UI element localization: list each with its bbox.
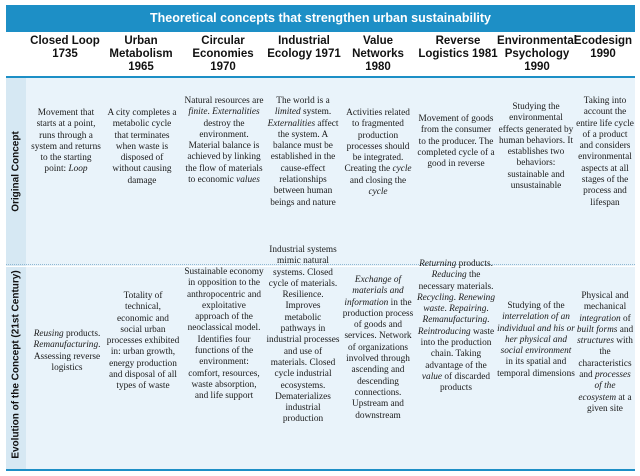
col-header-environmental-psychology <box>497 35 577 74</box>
row-original-concept <box>6 78 635 266</box>
col-header-year: 1965 <box>128 61 154 73</box>
cell-ecodesign-original: Taking into account the entire life cycle of a product and considers environmental aspects at all stages of the process and lifespan <box>576 96 634 208</box>
col-header-name: Reverse Logistics 1981 <box>418 35 498 60</box>
cell-industrial-ecology-original: The world is a limited system. Externalities affect the system. A balance must be established in the cause-effect relationships between human beings and nature <box>267 96 339 208</box>
cell-circular-economies-original: Natural resources are finite. Externalities destroy the environment. Material balance is achieved by linking the flow of materials to economic values <box>184 96 264 186</box>
col-header-name: Value Networks <box>352 35 404 60</box>
col-header-name: Environmental Psychology <box>497 35 577 60</box>
concept-table <box>6 5 635 471</box>
cell-urban-metabolism-evolution: Totality of technical, economic and social urban processes exhibited in: urban growth, energy production and disposal of all types of waste <box>106 291 180 392</box>
cell-value-networks-original: Activities related to fragmented production processes should be integrated. Creating the cycle and closing the cycle <box>344 108 412 198</box>
row-label-cell <box>6 78 26 266</box>
col-header-year: 1990 <box>590 48 616 60</box>
col-header-name: Circular Economies <box>192 35 254 60</box>
col-header-closed-loop <box>28 35 102 61</box>
table-title: Theoretical concepts that strengthen urban sustainability <box>6 5 635 32</box>
row-label: Original Concept <box>10 131 22 212</box>
row-evolution <box>6 245 635 469</box>
col-header-name: Closed Loop <box>30 35 100 47</box>
row-label-cell <box>6 267 26 469</box>
col-header-urban-metabolism <box>103 35 179 74</box>
cell-reverse-logistics-original: Movement of goods from the consumer to the producer. The completed cycle of a good in reverse <box>417 114 495 170</box>
cell-closed-loop-evolution: Reusing products. Remanufacturing. Assessing reverse logistics <box>33 329 101 373</box>
col-header-name: Urban Metabolism <box>109 35 173 60</box>
cell-reverse-logistics-evolution: Returning products. Reducing the necessary materials. Recycling. Renewing waste. Repairing. Remanufacturing. Reintroducing waste into the production chain. Taking advantage of the value of discarded products <box>417 259 495 394</box>
column-header-row <box>6 32 635 78</box>
col-header-ecodesign <box>572 35 634 61</box>
cell-urban-metabolism-original: A city completes a metabolic cycle that terminates when waste is disposed of without causing damage <box>107 108 177 186</box>
col-header-reverse-logistics <box>415 35 501 61</box>
cell-environmental-psychology-original: Studying the environmental effects generated by human behaviors. It establishes two behaviors: sustainable and unsustainable <box>498 102 574 192</box>
col-header-industrial-ecology <box>265 35 343 61</box>
col-header-value-networks <box>340 35 416 74</box>
row-label: Evolution of the Concept (21st Century) <box>10 270 22 459</box>
cell-circular-economies-evolution: Sustainable economy in opposition to the anthropocentric and exploitative approach of the neoclassical model. Identifies four functions of the environment: comfort, resources, waste absorption, and life support <box>184 267 264 402</box>
col-header-name: Industrial Ecology 1971 <box>267 35 341 60</box>
cell-value-networks-evolution: Exchange of materials and information in the production process of goods and services. Network of organizations involved through ascending and descending connections. Upstream and downstream <box>342 275 414 421</box>
cell-environmental-psychology-evolution: Studying of the interrelation of an individual and his or her physical and social environment in its spatial and temporal dimensions <box>497 301 575 379</box>
col-header-name: Ecodesign <box>573 35 633 47</box>
table-bottom-rule <box>6 469 635 471</box>
col-header-year: 1980 <box>365 61 391 73</box>
cell-ecodesign-evolution: Physical and mechanical integration of built forms and structures with the characteristics and processes of the ecosystem at a given site <box>576 291 634 414</box>
col-header-year: 1735 <box>52 48 78 60</box>
col-header-year: 1970 <box>210 61 236 73</box>
col-header-circular-economies <box>182 35 264 74</box>
cell-industrial-ecology-evolution: Industrial systems mimic natural systems. Closed cycle of materials. Resilience. Improves metabolic pathways in industrial processes and use of materials. Closed cycle industrial ecosystems. Dematerializes industrial production <box>266 245 340 425</box>
col-header-year: 1990 <box>524 61 550 73</box>
cell-closed-loop-original: Movement that starts at a point, runs through a system and returns to the starting point: Loop <box>31 108 101 175</box>
